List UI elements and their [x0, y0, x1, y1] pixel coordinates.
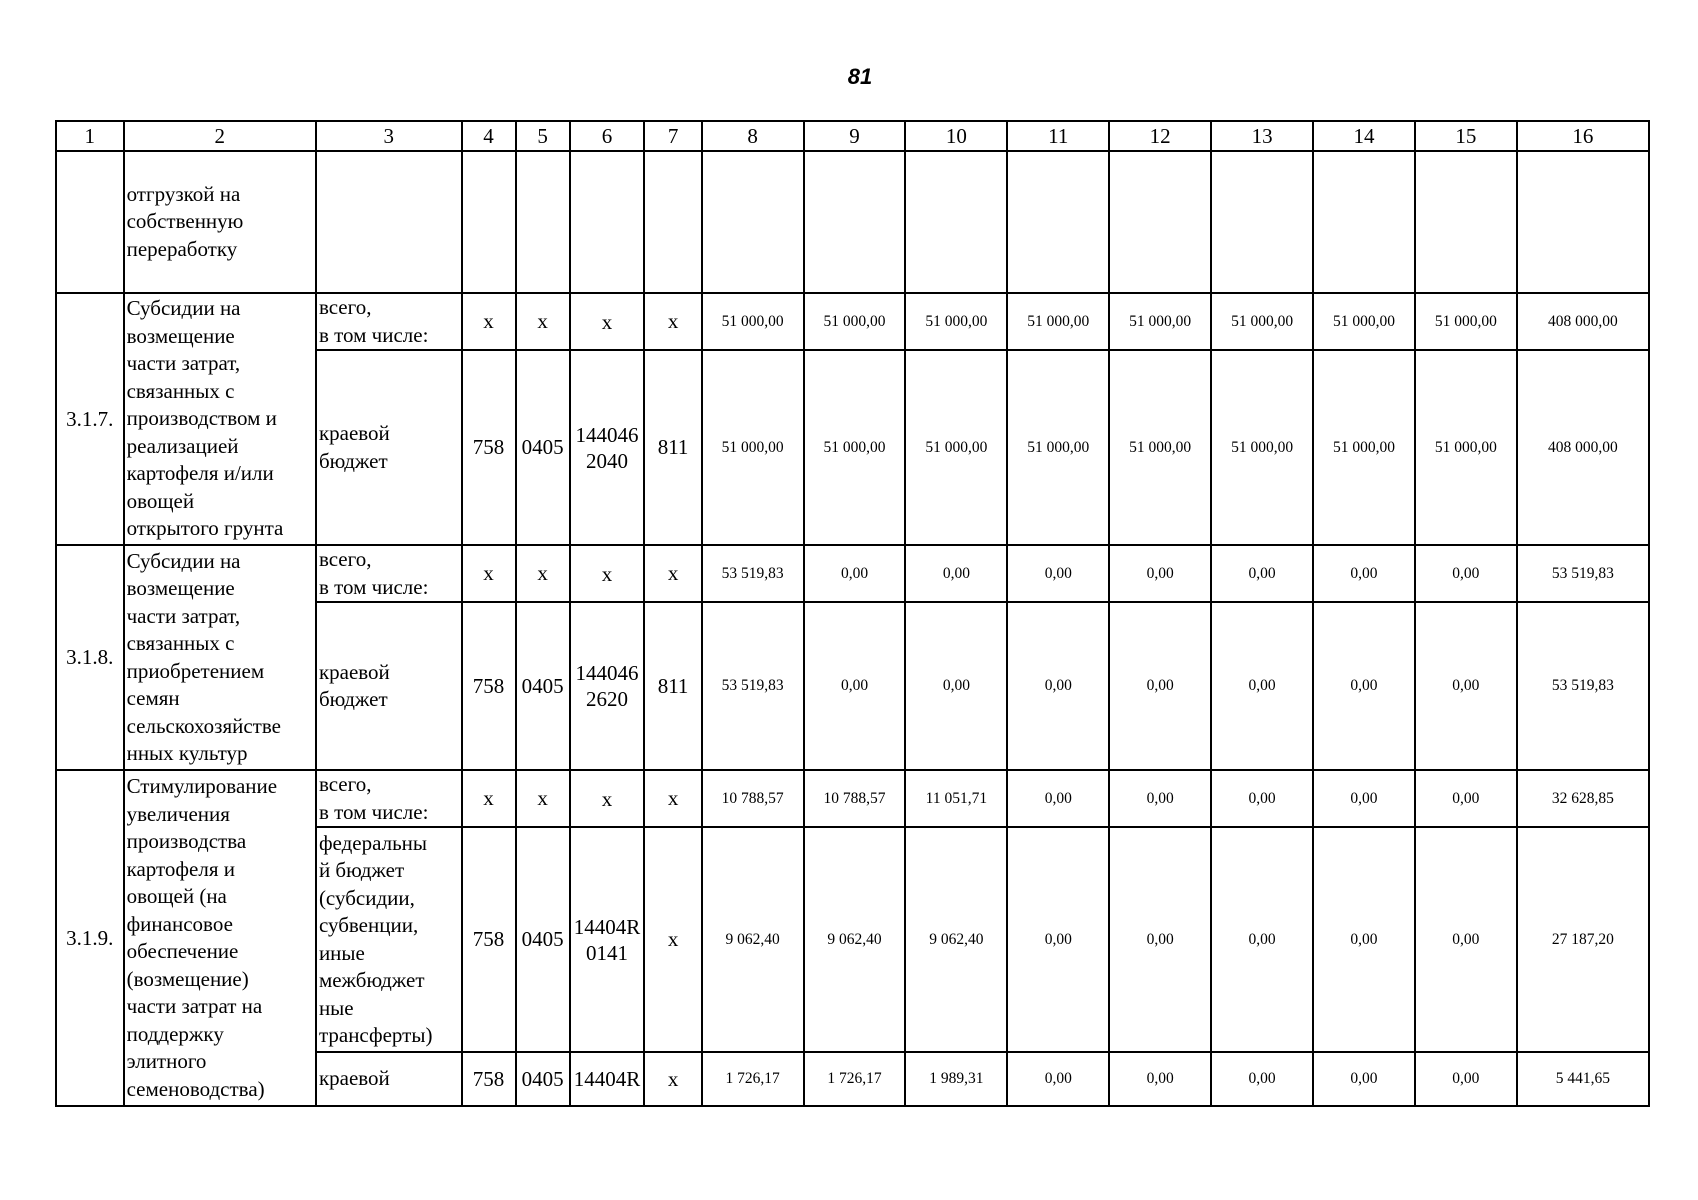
value-cell: 51 000,00	[1415, 293, 1517, 350]
value-cell: 1 989,31	[905, 1052, 1007, 1106]
code-cell: 144046 2040	[570, 350, 645, 545]
header-cell: 7	[644, 121, 701, 151]
code-cell: 14404R	[570, 1052, 645, 1106]
value-cell: 0,00	[1007, 827, 1109, 1052]
empty-cell	[516, 151, 570, 293]
header-cell: 14	[1313, 121, 1415, 151]
empty-cell	[804, 151, 906, 293]
code-cell: x	[570, 293, 645, 350]
continuation-row	[56, 151, 1649, 293]
value-cell: 51 000,00	[804, 350, 906, 545]
code-cell: x	[462, 545, 516, 602]
value-cell: 51 000,00	[1109, 350, 1211, 545]
header-cell: 5	[516, 121, 570, 151]
value-cell: 408 000,00	[1517, 350, 1649, 545]
code-cell: 0405	[516, 827, 570, 1052]
value-cell: 0,00	[1007, 770, 1109, 827]
header-cell: 15	[1415, 121, 1517, 151]
code-cell: x	[516, 293, 570, 350]
table-row	[56, 293, 1649, 350]
code-cell: x	[644, 293, 701, 350]
value-cell: 1 726,17	[702, 1052, 804, 1106]
code-cell: 14404R 0141	[570, 827, 645, 1052]
value-cell: 0,00	[1007, 545, 1109, 602]
code-cell: 758	[462, 1052, 516, 1106]
value-cell: 0,00	[1109, 770, 1211, 827]
value-cell: 0,00	[1313, 770, 1415, 827]
value-cell: 0,00	[1007, 1052, 1109, 1106]
value-cell: 0,00	[804, 602, 906, 770]
header-cell: 13	[1211, 121, 1313, 151]
code-cell: x	[462, 293, 516, 350]
value-cell: 0,00	[1109, 545, 1211, 602]
funding-source: краевой бюджет	[316, 602, 462, 770]
value-cell: 0,00	[1109, 827, 1211, 1052]
header-row	[56, 121, 1649, 151]
value-cell: 0,00	[804, 545, 906, 602]
empty-cell	[1109, 151, 1211, 293]
code-cell: x	[570, 770, 645, 827]
empty-cell	[1313, 151, 1415, 293]
value-cell: 51 000,00	[1109, 293, 1211, 350]
empty-cell	[1517, 151, 1649, 293]
page-number: 81	[847, 64, 873, 89]
header-cell: 6	[570, 121, 645, 151]
table-row	[56, 770, 1649, 827]
funding-source: всего, в том числе:	[316, 293, 462, 350]
value-cell: 51 000,00	[1313, 293, 1415, 350]
empty-cell	[702, 151, 804, 293]
value-cell: 53 519,83	[1517, 602, 1649, 770]
value-cell: 0,00	[1313, 602, 1415, 770]
code-cell: 758	[462, 602, 516, 770]
value-cell: 53 519,83	[1517, 545, 1649, 602]
value-cell: 51 000,00	[905, 350, 1007, 545]
funding-source: всего, в том числе:	[316, 545, 462, 602]
empty-cell	[316, 151, 462, 293]
header-cell: 11	[1007, 121, 1109, 151]
value-cell: 51 000,00	[702, 293, 804, 350]
value-cell: 11 051,71	[905, 770, 1007, 827]
value-cell: 0,00	[1211, 602, 1313, 770]
empty-cell	[1007, 151, 1109, 293]
header-cell: 1	[56, 121, 124, 151]
item-index: 3.1.7.	[56, 293, 124, 545]
funding-source: краевой	[316, 1052, 462, 1106]
value-cell: 0,00	[1415, 545, 1517, 602]
value-cell: 0,00	[1007, 602, 1109, 770]
code-cell: x	[570, 545, 645, 602]
funding-source: краевой бюджет	[316, 350, 462, 545]
value-cell: 9 062,40	[804, 827, 906, 1052]
header-cell: 12	[1109, 121, 1211, 151]
value-cell: 53 519,83	[702, 545, 804, 602]
empty-cell	[56, 151, 124, 293]
item-index: 3.1.8.	[56, 545, 124, 770]
value-cell: 1 726,17	[804, 1052, 906, 1106]
value-cell: 5 441,65	[1517, 1052, 1649, 1106]
value-cell: 0,00	[1211, 827, 1313, 1052]
value-cell: 0,00	[905, 602, 1007, 770]
empty-cell	[462, 151, 516, 293]
value-cell: 0,00	[1313, 1052, 1415, 1106]
value-cell: 10 788,57	[804, 770, 906, 827]
value-cell: 51 000,00	[1313, 350, 1415, 545]
funding-source: федеральны й бюджет (субсидии, субвенции, иные межбюджет ные трансферты)	[316, 827, 462, 1052]
header-cell: 3	[316, 121, 462, 151]
value-cell: 51 000,00	[804, 293, 906, 350]
value-cell: 53 519,83	[702, 602, 804, 770]
value-cell: 0,00	[1211, 545, 1313, 602]
code-cell: 811	[644, 350, 701, 545]
value-cell: 0,00	[1313, 827, 1415, 1052]
header-cell: 10	[905, 121, 1007, 151]
code-cell: x	[516, 770, 570, 827]
value-cell: 9 062,40	[905, 827, 1007, 1052]
header-cell: 4	[462, 121, 516, 151]
header-cell: 16	[1517, 121, 1649, 151]
value-cell: 10 788,57	[702, 770, 804, 827]
code-cell: 144046 2620	[570, 602, 645, 770]
value-cell: 51 000,00	[1211, 293, 1313, 350]
empty-cell	[1211, 151, 1313, 293]
value-cell: 0,00	[1313, 545, 1415, 602]
value-cell: 51 000,00	[702, 350, 804, 545]
code-cell: 0405	[516, 350, 570, 545]
continued-description: отгрузкой на собственную переработку	[124, 151, 316, 293]
code-cell: 758	[462, 350, 516, 545]
value-cell: 408 000,00	[1517, 293, 1649, 350]
value-cell: 9 062,40	[702, 827, 804, 1052]
value-cell: 32 628,85	[1517, 770, 1649, 827]
budget-table	[55, 120, 1650, 1107]
value-cell: 51 000,00	[1415, 350, 1517, 545]
code-cell: x	[462, 770, 516, 827]
value-cell: 0,00	[905, 545, 1007, 602]
code-cell: 758	[462, 827, 516, 1052]
empty-cell	[570, 151, 645, 293]
empty-cell	[644, 151, 701, 293]
code-cell: 0405	[516, 1052, 570, 1106]
code-cell: x	[644, 1052, 701, 1106]
value-cell: 0,00	[1415, 602, 1517, 770]
header-cell: 8	[702, 121, 804, 151]
item-index: 3.1.9.	[56, 770, 124, 1106]
value-cell: 51 000,00	[1007, 350, 1109, 545]
funding-source: всего, в том числе:	[316, 770, 462, 827]
empty-cell	[1415, 151, 1517, 293]
value-cell: 51 000,00	[1007, 293, 1109, 350]
value-cell: 0,00	[1211, 770, 1313, 827]
value-cell: 27 187,20	[1517, 827, 1649, 1052]
header-cell: 9	[804, 121, 906, 151]
value-cell: 51 000,00	[905, 293, 1007, 350]
value-cell: 0,00	[1109, 1052, 1211, 1106]
value-cell: 0,00	[1415, 827, 1517, 1052]
code-cell: x	[516, 545, 570, 602]
value-cell: 0,00	[1109, 602, 1211, 770]
value-cell: 51 000,00	[1211, 350, 1313, 545]
value-cell: 0,00	[1415, 1052, 1517, 1106]
value-cell: 0,00	[1415, 770, 1517, 827]
table-row	[56, 545, 1649, 602]
header-cell: 2	[124, 121, 316, 151]
value-cell: 0,00	[1211, 1052, 1313, 1106]
code-cell: 811	[644, 602, 701, 770]
item-description: Субсидии на возмещение части затрат, связанных с производством и реализацией картофеля и/или овощей открытого грунта	[124, 293, 316, 545]
code-cell: x	[644, 827, 701, 1052]
code-cell: x	[644, 545, 701, 602]
code-cell: 0405	[516, 602, 570, 770]
item-description: Субсидии на возмещение части затрат, связанных с приобретением семян сельскохозяйстве нных культур	[124, 545, 316, 770]
item-description: Стимулирование увеличения производства картофеля и овощей (на финансовое обеспечение (возмещение) части затрат на поддержку элитного семеноводства)	[124, 770, 316, 1106]
code-cell: x	[644, 770, 701, 827]
empty-cell	[905, 151, 1007, 293]
